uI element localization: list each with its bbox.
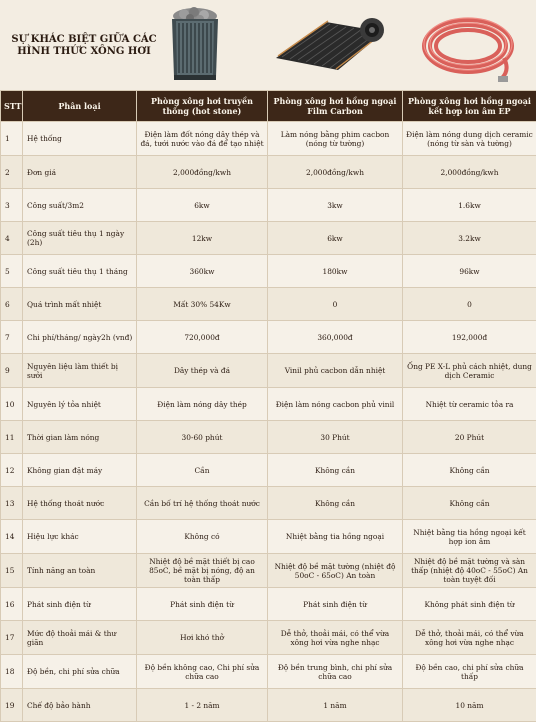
row-category: Phát sinh điện từ <box>23 588 137 621</box>
cell-traditional: Cần <box>137 454 268 487</box>
row-category: Công suất tiêu thụ 1 tháng <box>23 255 137 288</box>
cell-ep: 1.6kw <box>403 189 536 222</box>
sauna-stove-icon <box>166 3 224 83</box>
header <box>0 0 536 88</box>
comparison-table <box>0 90 536 722</box>
cell-traditional: 12kw <box>137 222 268 255</box>
header-ep: Phòng xông hơi hồng ngoại kết hợp ion âm EP <box>403 91 536 122</box>
cell-ep: 10 năm <box>403 689 536 722</box>
cell-carbon-film: 180kw <box>268 255 403 288</box>
row-category: Nguyên lý tỏa nhiệt <box>23 388 137 421</box>
cell-traditional: 1 - 2 năm <box>137 689 268 722</box>
cell-traditional: Mất 30% 54Kw <box>137 288 268 321</box>
header-carbon-film: Phòng xông hơi hồng ngoại Film Carbon <box>268 91 403 122</box>
cell-traditional: Nhiệt độ bề mặt thiết bị cao 85oC, bề mặt bị nóng, độ an toàn thấp <box>137 554 268 588</box>
table-row <box>1 454 536 487</box>
title-line-2: HÌNH THỨC XÔNG HƠI <box>10 46 158 58</box>
cell-carbon-film: 360,000đ <box>268 321 403 354</box>
row-number: 10 <box>1 388 23 421</box>
cell-traditional: Điện làm nóng dây thép <box>137 388 268 421</box>
table-row <box>1 487 536 520</box>
cell-ep: Không cần <box>403 454 536 487</box>
cell-ep: Điện làm nóng dung dịch ceramic (nóng từ sàn và tường) <box>403 122 536 156</box>
cell-traditional: 2,000đồng/kwh <box>137 156 268 189</box>
row-number: 7 <box>1 321 23 354</box>
row-number: 14 <box>1 520 23 554</box>
cell-carbon-film: 0 <box>268 288 403 321</box>
cell-ep: 0 <box>403 288 536 321</box>
row-number: 4 <box>1 222 23 255</box>
row-category: Quá trình mất nhiệt <box>23 288 137 321</box>
cell-ep: Nhiệt từ ceramic tỏa ra <box>403 388 536 421</box>
row-category: Công suất/3m2 <box>23 189 137 222</box>
row-category: Chế độ bảo hành <box>23 689 137 722</box>
cell-carbon-film: Độ bền trung bình, chi phí sửa chữa cao <box>268 655 403 689</box>
cell-carbon-film: 3kw <box>268 189 403 222</box>
row-number: 13 <box>1 487 23 520</box>
table-row <box>1 554 536 588</box>
row-number: 19 <box>1 689 23 722</box>
cell-ep: 2,000đồng/kwh <box>403 156 536 189</box>
row-number: 9 <box>1 354 23 388</box>
table-header-row <box>1 91 536 122</box>
table-row <box>1 222 536 255</box>
cell-ep: 20 Phút <box>403 421 536 454</box>
cell-traditional: 720,000đ <box>137 321 268 354</box>
cell-traditional: Độ bền không cao, Chi phí sửa chữa cao <box>137 655 268 689</box>
row-number: 3 <box>1 189 23 222</box>
table-row <box>1 189 536 222</box>
row-category: Tính năng an toàn <box>23 554 137 588</box>
row-number: 2 <box>1 156 23 189</box>
cell-traditional: 30-60 phút <box>137 421 268 454</box>
row-category: Đơn giá <box>23 156 137 189</box>
row-number: 11 <box>1 421 23 454</box>
table-row <box>1 321 536 354</box>
cell-carbon-film: Không cần <box>268 487 403 520</box>
header-category: Phân loại <box>23 91 137 122</box>
table-row <box>1 621 536 655</box>
table-row <box>1 156 536 189</box>
table-row <box>1 354 536 388</box>
row-category: Công suất tiêu thụ 1 ngày (2h) <box>23 222 137 255</box>
cell-ep: 96kw <box>403 255 536 288</box>
row-category: Không gian đặt máy <box>23 454 137 487</box>
cell-traditional: Phát sinh điện từ <box>137 588 268 621</box>
cell-traditional: Điện làm đốt nóng dây thép và đá, tưới nước vào đá để tạo nhiệt <box>137 122 268 156</box>
table-row <box>1 122 536 156</box>
cell-carbon-film: 1 năm <box>268 689 403 722</box>
cell-traditional: Hơi khó thở <box>137 621 268 655</box>
cell-ep: Nhiệt độ bề mặt tường và sàn thấp (nhiệt độ 40oC - 55oC) An toàn tuyệt đối <box>403 554 536 588</box>
red-heating-hose-icon <box>418 6 518 84</box>
header-traditional: Phòng xông hơi truyền thống (hot stone) <box>137 91 268 122</box>
row-number: 5 <box>1 255 23 288</box>
cell-ep: Không phát sinh điện từ <box>403 588 536 621</box>
row-category: Nguyên liệu làm thiết bị sưởi <box>23 354 137 388</box>
header-stt: STT <box>1 91 23 122</box>
table-row <box>1 520 536 554</box>
table-row <box>1 588 536 621</box>
title-line-1: SỰ KHÁC BIỆT GIỮA CÁC <box>10 34 158 46</box>
cell-carbon-film: Không cần <box>268 454 403 487</box>
cell-carbon-film: 30 Phút <box>268 421 403 454</box>
cell-carbon-film: 2,000đồng/kwh <box>268 156 403 189</box>
page-title <box>10 34 158 58</box>
cell-traditional: Dây thép và đá <box>137 354 268 388</box>
table-row <box>1 655 536 689</box>
cell-ep: Ống PE X-L phủ cách nhiệt, dung dịch Ceramic <box>403 354 536 388</box>
cell-ep: Độ bền cao, chi phí sửa chữa thấp <box>403 655 536 689</box>
row-category: Độ bền, chi phí sửa chữa <box>23 655 137 689</box>
row-number: 18 <box>1 655 23 689</box>
cell-carbon-film: Nhiệt bằng tia hồng ngoại <box>268 520 403 554</box>
row-category: Mức độ thoải mái & thư giãn <box>23 621 137 655</box>
row-number: 12 <box>1 454 23 487</box>
carbon-film-roll-icon <box>272 12 390 74</box>
row-category: Hiệu lực khác <box>23 520 137 554</box>
cell-traditional: Không có <box>137 520 268 554</box>
row-number: 17 <box>1 621 23 655</box>
table-row <box>1 689 536 722</box>
cell-traditional: 360kw <box>137 255 268 288</box>
cell-ep: Không cần <box>403 487 536 520</box>
cell-carbon-film: 6kw <box>268 222 403 255</box>
row-number: 1 <box>1 122 23 156</box>
table-row <box>1 421 536 454</box>
cell-carbon-film: Phát sinh điện từ <box>268 588 403 621</box>
row-number: 16 <box>1 588 23 621</box>
cell-traditional: 6kw <box>137 189 268 222</box>
table-row <box>1 255 536 288</box>
cell-ep: Dễ thở, thoải mái, có thể vừa xông hơi vừa nghe nhạc <box>403 621 536 655</box>
row-category: Hệ thống <box>23 122 137 156</box>
row-category: Chi phí/tháng/ ngày2h (vnđ) <box>23 321 137 354</box>
row-number: 15 <box>1 554 23 588</box>
cell-ep: Nhiệt bằng tia hồng ngoại kết hợp ion âm <box>403 520 536 554</box>
row-category: Thời gian làm nóng <box>23 421 137 454</box>
row-number: 6 <box>1 288 23 321</box>
cell-carbon-film: Nhiệt độ bề mặt tường (nhiệt độ 50oC - 65oC) An toàn <box>268 554 403 588</box>
table-row <box>1 288 536 321</box>
cell-carbon-film: Vinil phủ cacbon dẫn nhiệt <box>268 354 403 388</box>
cell-carbon-film: Điện làm nóng cacbon phủ vinil <box>268 388 403 421</box>
cell-traditional: Cần bố trí hệ thống thoát nước <box>137 487 268 520</box>
cell-ep: 192,000đ <box>403 321 536 354</box>
cell-ep: 3.2kw <box>403 222 536 255</box>
cell-carbon-film: Dễ thở, thoải mái, có thể vừa xông hơi vừa nghe nhạc <box>268 621 403 655</box>
cell-carbon-film: Làm nóng bằng phim cacbon (nóng từ tường) <box>268 122 403 156</box>
row-category: Hệ thống thoát nước <box>23 487 137 520</box>
table-row <box>1 388 536 421</box>
